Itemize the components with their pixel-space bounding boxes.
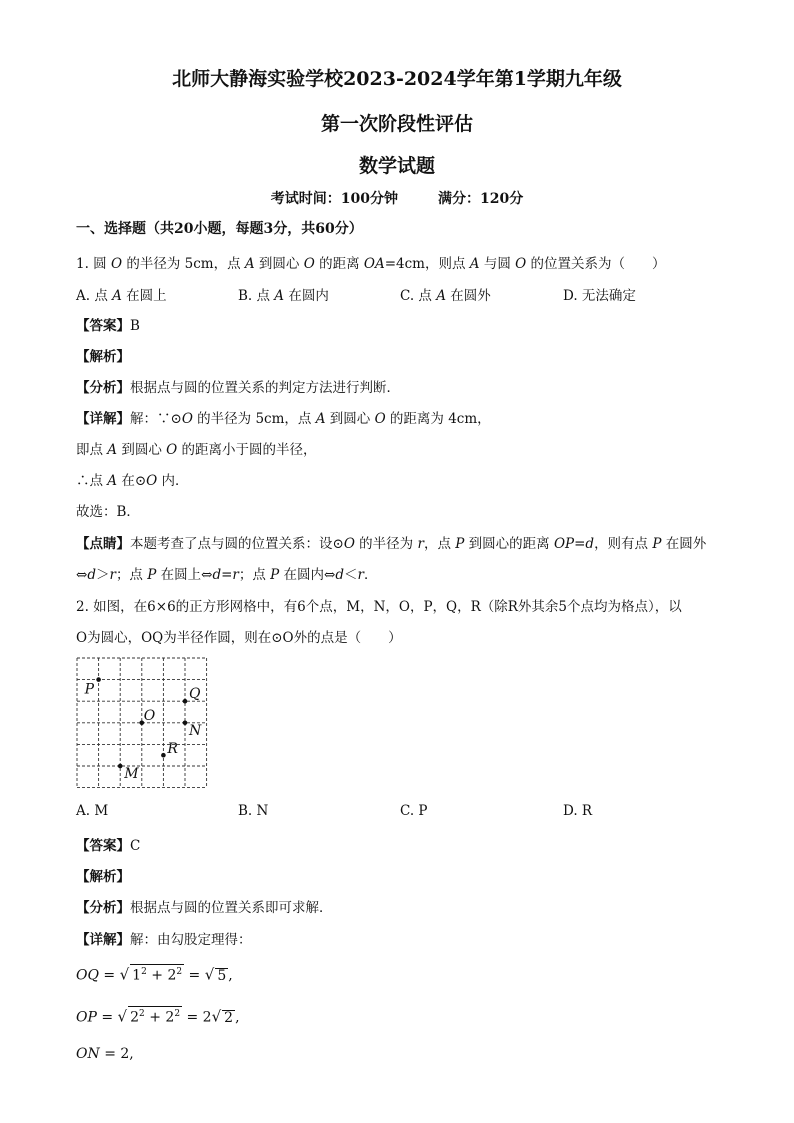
- q1-stem-text: 到圆心: [254, 256, 304, 272]
- q1-stem-text: 的距离: [314, 256, 364, 272]
- opt-text: 在圆内: [284, 288, 329, 304]
- var-d: d: [585, 536, 595, 552]
- opt-text: C. 点: [400, 288, 437, 304]
- text: ∴点: [76, 473, 108, 489]
- point-r: [161, 753, 166, 758]
- text: 内．: [157, 473, 189, 489]
- doc-title-line3: 数学试题: [358, 155, 435, 177]
- var-o: O: [110, 256, 123, 272]
- var-r: r: [232, 567, 239, 583]
- var-o: O: [374, 411, 386, 427]
- var-op: OP: [553, 536, 575, 552]
- var-a: A: [112, 288, 122, 304]
- text: 解：∵⊙: [130, 411, 182, 427]
- var-o: O: [515, 256, 527, 272]
- fenxi-tag: 【分析】: [76, 380, 130, 396]
- text: ，则有点: [594, 536, 653, 552]
- q1-dianjing-line1: [76, 532, 706, 552]
- q2-fenxi: [76, 896, 333, 916]
- q1-stem-text: 与圆: [479, 256, 516, 272]
- point-label-r: R: [167, 741, 178, 758]
- text: 的距离小于圆的半径，: [177, 442, 317, 458]
- var-a: A: [107, 473, 118, 489]
- var-d: d: [87, 567, 96, 583]
- point-label-o: O: [143, 707, 156, 724]
- q2-option-c[interactable]: C. P: [400, 803, 428, 819]
- doc-title-line2: 第一次阶段性评估: [320, 113, 473, 135]
- opt-text: A. 点: [76, 288, 113, 304]
- q1-fenxi: [76, 376, 400, 396]
- var-a: A: [315, 411, 326, 427]
- var-p: P: [147, 567, 157, 583]
- text: 即点: [76, 442, 108, 458]
- q1-xiangjie-line3: [76, 469, 189, 489]
- q1-stem-text: 的半径为 5cm，点: [122, 256, 245, 272]
- var-a: A: [274, 288, 285, 304]
- text: 在圆外: [661, 536, 707, 552]
- q2-option-b[interactable]: B. N: [238, 803, 269, 819]
- q1-stem-text: =4cm，则点: [384, 256, 470, 272]
- var-p: P: [455, 536, 465, 552]
- q2-option-d[interactable]: D. R: [563, 803, 593, 819]
- equation-op: OP = √ $2^2 + 2^2 = 2√$ 2 ,: [76, 1007, 240, 1026]
- var-r: r: [109, 567, 116, 583]
- exam-meta: [0, 188, 794, 208]
- text: ．: [364, 567, 378, 583]
- var-p: P: [270, 567, 280, 583]
- q1-choose: 故选：B．: [76, 504, 140, 520]
- var-a: A: [436, 288, 446, 304]
- text: =: [574, 536, 586, 552]
- q2-answer: [76, 834, 140, 854]
- text: 在圆内⇔: [279, 567, 336, 583]
- text: 到圆心: [117, 442, 167, 458]
- q1-option-b[interactable]: [238, 284, 329, 304]
- var-o: O: [166, 442, 178, 458]
- q1-analysis-tag: 【解析】: [76, 349, 130, 365]
- var-o: O: [303, 256, 315, 272]
- point-m: [118, 764, 123, 769]
- q2-option-a[interactable]: A. M: [76, 803, 109, 819]
- opt-text: 在圆外: [445, 288, 491, 304]
- var-r: r: [357, 567, 364, 583]
- q1-xiangjie-line1: [76, 407, 491, 427]
- q2-grid-figure: [74, 655, 210, 789]
- point-n: [183, 721, 188, 726]
- text: ，点: [423, 536, 456, 552]
- point-q: [183, 699, 188, 704]
- var-o: O: [181, 411, 193, 427]
- q1-stem-text: 的位置关系为（ ）: [526, 256, 666, 272]
- answer-value: C: [130, 838, 141, 854]
- q1-option-a[interactable]: [76, 284, 167, 304]
- var-a: A: [244, 256, 255, 272]
- var-oq: OQ: [76, 967, 99, 984]
- q2-xiangjie: [76, 928, 252, 948]
- equation-on: [76, 1046, 134, 1062]
- opt-text: B. 点: [238, 288, 275, 304]
- xiangjie-tag: 【详解】: [76, 932, 130, 948]
- var-d: d: [335, 567, 345, 583]
- text: 的半径为: [354, 536, 418, 552]
- var-op: OP: [76, 1009, 97, 1026]
- q2-stem-line2: O为圆心，OQ为半径作圆，则在⊙O外的点是（ ）: [76, 630, 402, 646]
- q1-option-c[interactable]: [400, 284, 491, 304]
- answer-tag: 【答案】: [76, 838, 130, 854]
- point-label-p: P: [84, 681, 95, 698]
- text: 在圆上⇔: [156, 567, 213, 583]
- var-o: O: [146, 473, 158, 489]
- q1-option-d[interactable]: D. 无法确定: [563, 288, 636, 304]
- var-r: r: [417, 536, 424, 552]
- point-p: [96, 677, 101, 682]
- exam-time: 考试时间：100分钟: [270, 191, 398, 207]
- text: ＞: [95, 567, 110, 583]
- text: 到圆心的距离: [464, 536, 554, 552]
- text: ＜: [344, 567, 358, 583]
- point-label-m: M: [124, 766, 139, 782]
- xiangjie-text: 解：由勾股定理得：: [130, 932, 252, 948]
- point-label-n: N: [189, 722, 202, 739]
- answer-tag: 【答案】: [76, 318, 130, 334]
- text: 在⊙: [117, 473, 147, 489]
- var-d: d: [212, 567, 222, 583]
- full-score: 满分：120分: [438, 191, 524, 207]
- section-heading: 一、选择题（共20小题，每题3分，共60分）: [76, 221, 363, 237]
- equation-oq: OQ = √ $1^2 + 2^2$ = √ 5 ,: [76, 965, 233, 984]
- xiangjie-tag: 【详解】: [76, 411, 130, 427]
- dianjing-tag: 【点睛】: [76, 536, 130, 552]
- q1-dianjing-line2: [76, 563, 378, 583]
- text: =: [221, 567, 233, 583]
- q1-stem: [76, 252, 666, 272]
- eq3-rhs: = 2,: [104, 1046, 134, 1062]
- var-on: ON: [76, 1046, 100, 1062]
- var-a: A: [107, 442, 118, 458]
- var-p: P: [652, 536, 662, 552]
- fenxi-text: 根据点与圆的位置关系即可求解．: [130, 900, 333, 916]
- text: 本题考查了点与圆的位置关系：设⊙: [130, 536, 344, 552]
- text: ；点: [238, 567, 271, 583]
- doc-title-line1: 北师大静海实验学校2023-2024学年第1学期九年级: [172, 68, 622, 90]
- text: ⇔: [76, 567, 88, 583]
- fenxi-text: 根据点与圆的位置关系的判定方法进行判断．: [130, 380, 400, 396]
- q1-stem-text: 1. 圆: [76, 256, 111, 272]
- text: 到圆心: [325, 411, 375, 427]
- fenxi-tag: 【分析】: [76, 900, 130, 916]
- text: 的距离为 4cm，: [385, 411, 491, 427]
- answer-value: B: [130, 318, 140, 334]
- q2-stem-line1: 2. 如图，在6×6的正方形网格中，有6个点，M，N，O，P，Q，R（除R外其余5个点均为格点），以: [76, 599, 682, 615]
- text: 的半径为 5cm，点: [192, 411, 316, 427]
- eq2-rhs: 2: [224, 1009, 234, 1026]
- q2-analysis-tag: 【解析】: [76, 869, 130, 885]
- text: ；点: [115, 567, 148, 583]
- point-label-q: Q: [189, 686, 201, 703]
- var-o: O: [343, 536, 355, 552]
- q1-answer: [76, 314, 140, 334]
- opt-text: 在圆上: [121, 288, 167, 304]
- var-oa: OA: [363, 256, 385, 272]
- q1-xiangjie-line2: [76, 438, 317, 458]
- eq1-rhs: 5: [217, 967, 227, 984]
- var-a: A: [469, 256, 480, 272]
